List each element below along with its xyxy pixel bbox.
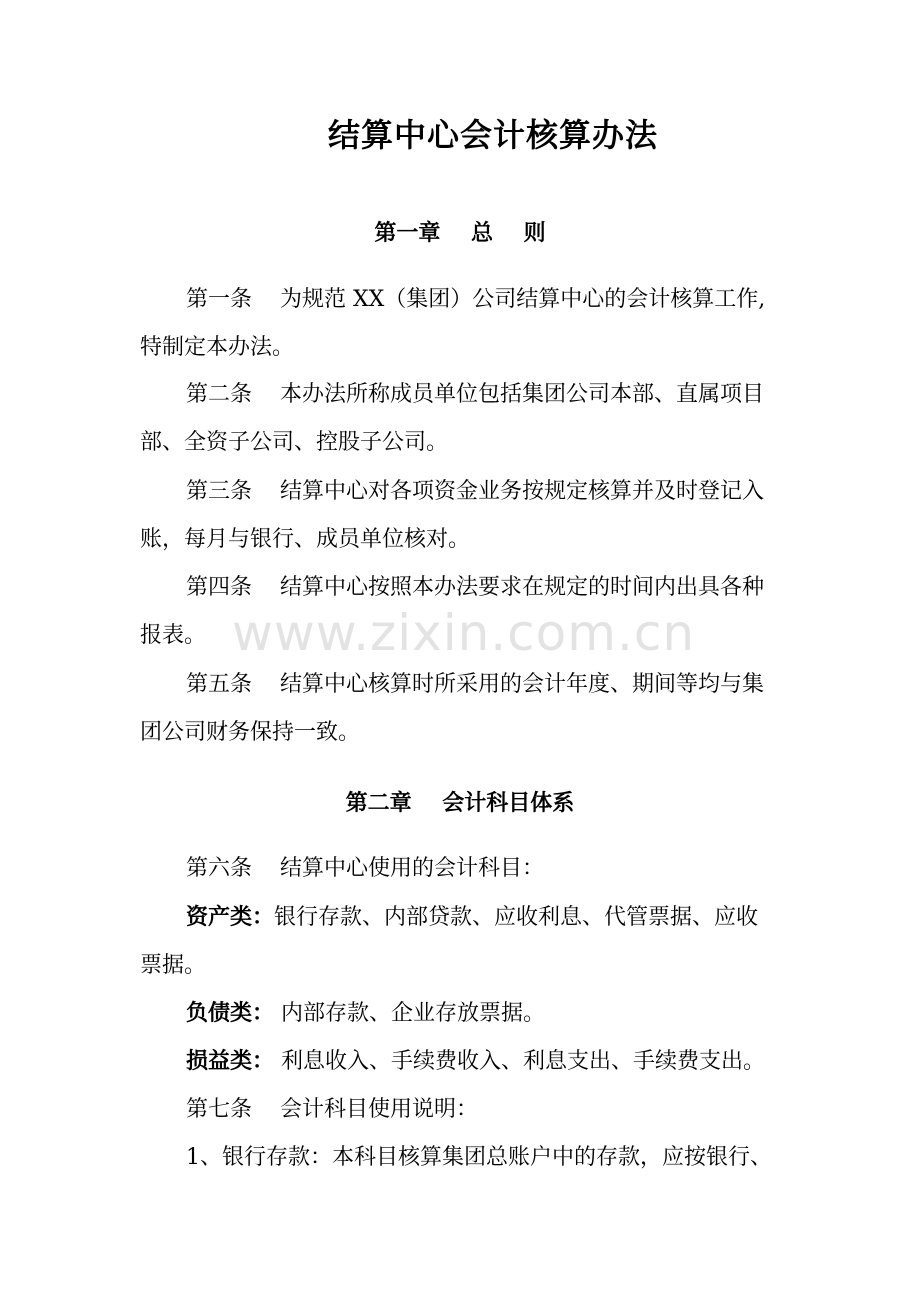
article-4-line-2: 报表。 [140, 623, 207, 648]
liabilities-category-line [186, 999, 545, 1029]
article-5-line-1: 第五条 结算中心核算时所采用的会计年度、期间等均与集 [186, 672, 764, 697]
article-1-line-1: 第一条 为规范 XX（集团）公司结算中心的会计核算工作, [186, 287, 766, 312]
article-1-line-2: 特制定本办法。 [140, 335, 295, 360]
pnl-category-items: 利息收入、手续费收入、利息支出、手续费支出。 [274, 1049, 766, 1074]
article-3-line-1: 第三条 结算中心对各项资金业务按规定核算并及时登记入 [186, 479, 764, 504]
liabilities-category-items: 内部存款、企业存放票据。 [274, 1001, 546, 1026]
document-title: 结算中心会计核算办法 [327, 116, 658, 154]
pnl-category-line [186, 1047, 765, 1077]
article-2-line-1: 第二条 本办法所称成员单位包括集团公司本部、直属项目 [186, 382, 764, 407]
article-2-line-2: 部、全资子公司、控股子公司。 [140, 430, 449, 455]
assets-category-label: 资产类： [186, 905, 275, 930]
assets-category-items: 银行存款、内部贷款、应收利息、代管票据、应收 [274, 905, 759, 930]
article-3-line-2: 账，每月与银行、成员单位核对。 [140, 527, 471, 552]
article-6-line-1: 第六条 结算中心使用的会计科目： [186, 856, 544, 881]
assets-category-line-1 [186, 903, 758, 933]
watermark: www.zixin.com.cn [232, 604, 696, 662]
pnl-category-label: 损益类： [186, 1049, 275, 1074]
assets-category-line-2: 票据。 [140, 953, 207, 978]
chapter-2-heading: 第二章 会计科目体系 [345, 791, 575, 816]
article-5-line-2: 团公司财务保持一致。 [140, 720, 361, 745]
article-4-line-1: 第四条 结算中心按照本办法要求在规定的时间内出具各种 [186, 575, 764, 600]
chapter-1-heading: 第一章 总 则 [374, 221, 546, 246]
item-1-line-1: 1、银行存款：本科目核算集团总账户中的存款，应按银行、 [186, 1145, 772, 1170]
article-7-line-1: 第七条 会计科目使用说明： [186, 1097, 478, 1122]
liabilities-category-label: 负债类： [186, 1001, 275, 1026]
